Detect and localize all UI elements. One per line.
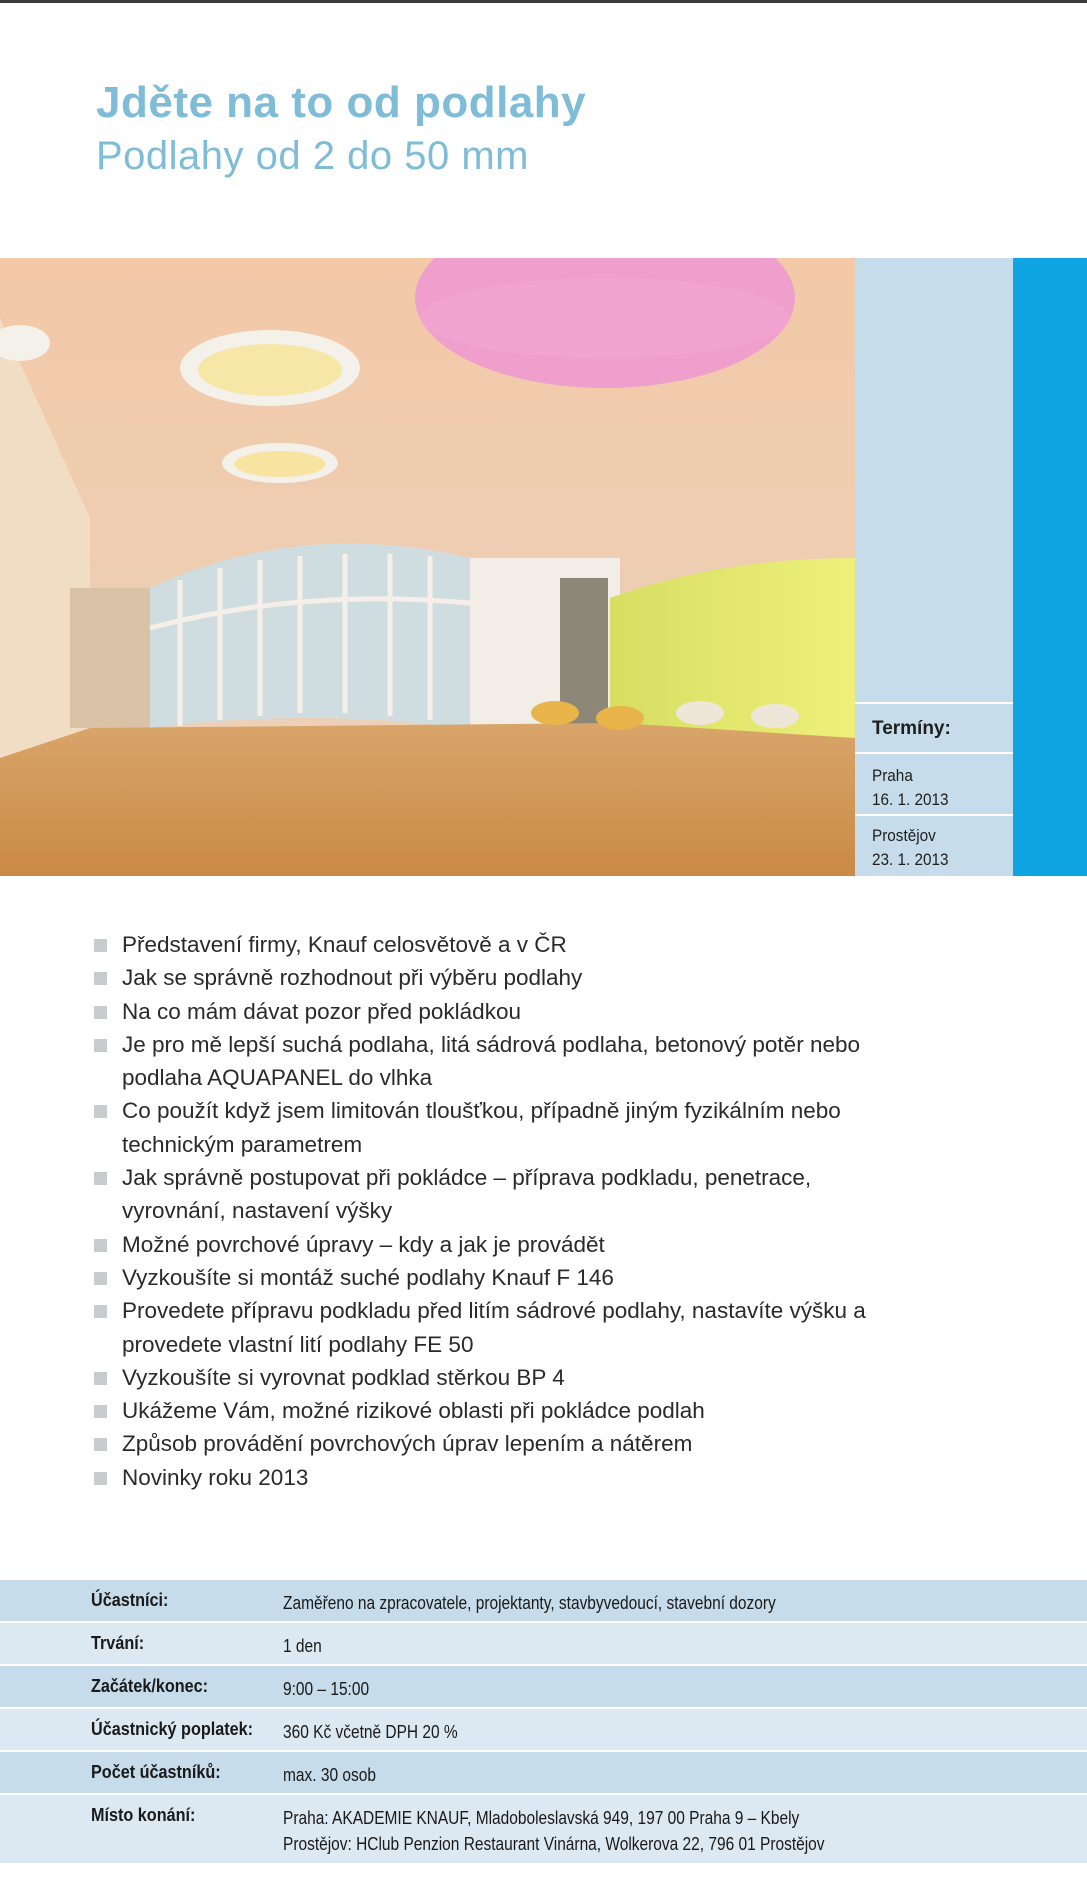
info-row-participants bbox=[0, 1578, 1087, 1621]
accent-bar bbox=[1013, 258, 1087, 876]
terms-divider bbox=[855, 702, 1013, 704]
terms-divider bbox=[855, 752, 1013, 754]
bullet-square-icon bbox=[94, 972, 107, 985]
bullet-square-icon bbox=[94, 1172, 107, 1185]
term-city: Prostějov bbox=[872, 826, 936, 845]
bullet-square-icon bbox=[94, 1438, 107, 1451]
info-row-capacity bbox=[0, 1750, 1087, 1793]
info-value: 360 Kč včetně DPH 20 % bbox=[283, 1722, 458, 1742]
info-value: Zaměřeno na zpracovatele, projektanty, stavbyvedoucí, stavební dozory bbox=[283, 1593, 776, 1613]
info-value: max. 30 osob bbox=[283, 1765, 376, 1785]
top-rule bbox=[0, 0, 1087, 3]
info-value: Praha: AKADEMIE KNAUF, Mladoboleslavská 949, 197 00 Praha 9 – Kbely Prostějov: HClub Penzion Restaurant Vinárna, Wolkerova 22, 796 01 Prostějov bbox=[283, 1808, 825, 1854]
page-subtitle: Podlahy od 2 do 50 mm bbox=[96, 134, 529, 178]
list-item: Jak se správně rozhodnout při výběru podlahy bbox=[92, 961, 912, 994]
bullet-square-icon bbox=[94, 1105, 107, 1118]
term-prostejov bbox=[872, 824, 949, 872]
term-date: 16. 1. 2013 bbox=[872, 790, 949, 809]
info-label: Počet účastníků: bbox=[91, 1762, 221, 1782]
topics-list bbox=[92, 928, 912, 1494]
info-row-duration bbox=[0, 1621, 1087, 1664]
bullet-square-icon bbox=[94, 1006, 107, 1019]
term-date: 23. 1. 2013 bbox=[872, 850, 949, 869]
list-item: Na co mám dávat pozor před pokládkou bbox=[92, 995, 912, 1028]
bullet-square-icon bbox=[94, 1405, 107, 1418]
terms-divider bbox=[855, 814, 1013, 816]
interior-photo bbox=[0, 258, 855, 876]
info-row-venue bbox=[0, 1793, 1087, 1863]
info-value: 9:00 – 15:00 bbox=[283, 1679, 370, 1699]
info-row-fee bbox=[0, 1707, 1087, 1750]
list-item: Provedete přípravu podkladu před litím sádrové podlahy, nastavíte výšku a provedete vlastní lití podlahy FE 50 bbox=[92, 1294, 912, 1361]
info-label: Začátek/konec: bbox=[91, 1676, 209, 1696]
info-row-time bbox=[0, 1664, 1087, 1707]
bullet-square-icon bbox=[94, 1305, 107, 1318]
course-info-table bbox=[0, 1578, 1087, 1863]
info-label: Účastnický poplatek: bbox=[91, 1719, 254, 1739]
list-item: Možné povrchové úpravy – kdy a jak je provádět bbox=[92, 1228, 912, 1261]
bullet-square-icon bbox=[94, 1372, 107, 1385]
list-item: Způsob provádění povrchových úprav lepením a nátěrem bbox=[92, 1427, 912, 1460]
list-item: Ukážeme Vám, možné rizikové oblasti při pokládce podlah bbox=[92, 1394, 912, 1427]
list-item: Vyzkoušíte si vyrovnat podklad stěrkou BP 4 bbox=[92, 1361, 912, 1394]
info-value: 1 den bbox=[283, 1636, 322, 1656]
list-item: Novinky roku 2013 bbox=[92, 1461, 912, 1494]
info-label: Místo konání: bbox=[91, 1805, 196, 1825]
list-item: Představení firmy, Knauf celosvětově a v ČR bbox=[92, 928, 912, 961]
info-label: Trvání: bbox=[91, 1633, 145, 1653]
term-city: Praha bbox=[872, 766, 913, 785]
page-title: Jděte na to od podlahy bbox=[96, 78, 587, 127]
bullet-square-icon bbox=[94, 1272, 107, 1285]
list-item: Vyzkoušíte si montáž suché podlahy Knauf F 146 bbox=[92, 1261, 912, 1294]
bullet-square-icon bbox=[94, 939, 107, 952]
terms-heading: Termíny: bbox=[872, 718, 951, 739]
bullet-square-icon bbox=[94, 1039, 107, 1052]
list-item: Co použít když jsem limitován tloušťkou, případně jiným fyzikálním nebo technickým parametrem bbox=[92, 1094, 912, 1161]
list-item: Jak správně postupovat při pokládce – příprava podkladu, penetrace, vyrovnání, nastavení výšky bbox=[92, 1161, 912, 1228]
term-praha bbox=[872, 764, 949, 812]
bullet-square-icon bbox=[94, 1239, 107, 1252]
list-item: Je pro mě lepší suchá podlaha, litá sádrová podlaha, betonový potěr nebo podlaha AQUAPANEL do vlhka bbox=[92, 1028, 912, 1095]
info-label: Účastníci: bbox=[91, 1590, 169, 1610]
terms-panel bbox=[855, 258, 1013, 876]
bullet-square-icon bbox=[94, 1472, 107, 1485]
